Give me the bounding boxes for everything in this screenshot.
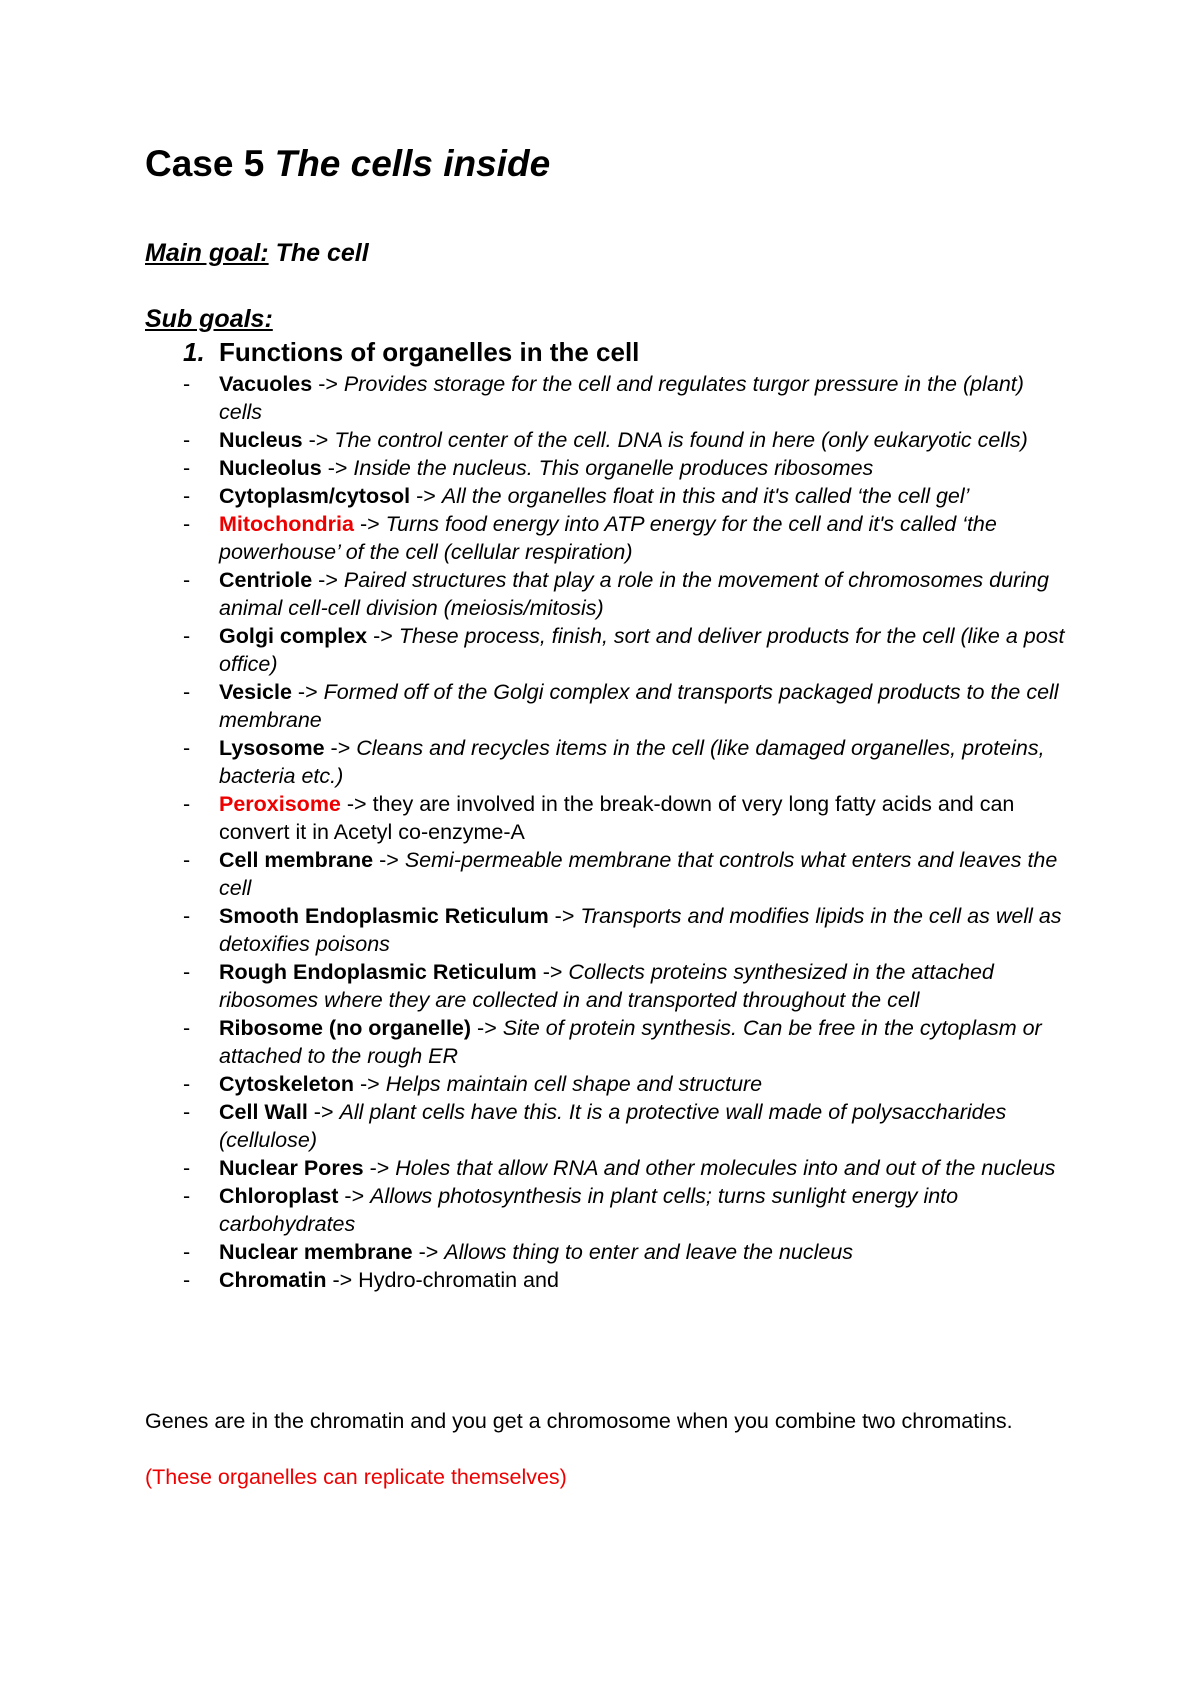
- list-dash: -: [183, 848, 191, 872]
- list-item: [183, 958, 1065, 1014]
- list-item: [183, 1070, 1065, 1098]
- list-dash: -: [183, 1268, 191, 1292]
- arrow-separator: ->: [312, 568, 344, 592]
- arrow-separator: ->: [536, 960, 569, 984]
- arrow-separator: ->: [307, 1100, 340, 1124]
- list-item: [183, 902, 1065, 958]
- section-number: 1.: [183, 337, 205, 367]
- organelle-description: Formed off of the Golgi complex and transports packaged products to the cell membrane: [219, 680, 1059, 732]
- arrow-separator: ->: [302, 428, 335, 452]
- organelle-term: Nucleolus: [219, 456, 322, 480]
- list-dash: -: [183, 428, 191, 452]
- organelle-term: Centriole: [219, 568, 313, 592]
- list-item: [183, 678, 1065, 734]
- organelle-description: Holes that allow RNA and other molecules into and out of the nucleus: [395, 1156, 1056, 1180]
- organelle-term: Ribosome (no organelle): [219, 1016, 472, 1040]
- organelle-term: Peroxisome: [219, 792, 341, 816]
- arrow-separator: ->: [353, 512, 386, 536]
- list-dash: -: [183, 1184, 191, 1208]
- arrow-separator: ->: [367, 624, 399, 648]
- list-dash: -: [183, 904, 191, 928]
- list-dash: -: [183, 792, 191, 816]
- organelle-term: Vesicle: [219, 680, 292, 704]
- organelle-term: Smooth Endoplasmic Reticulum: [219, 904, 549, 928]
- list-dash: -: [183, 484, 191, 508]
- organelle-term: Cell Wall: [219, 1100, 308, 1124]
- list-dash: -: [183, 736, 191, 760]
- main-goal-value: The cell: [275, 239, 369, 267]
- organelle-term: Rough Endoplasmic Reticulum: [219, 960, 537, 984]
- list-dash: -: [183, 960, 191, 984]
- arrow-separator: ->: [340, 792, 373, 816]
- list-item: [183, 426, 1065, 454]
- list-item: [183, 1238, 1065, 1266]
- list-dash: -: [183, 1072, 191, 1096]
- section-heading-text: Functions of organelles in the cell: [219, 337, 640, 367]
- arrow-separator: ->: [312, 372, 344, 396]
- organelle-description: Paired structures that play a role in the movement of chromosomes during animal cell-cell division (meiosis/mitosis): [219, 568, 1049, 620]
- list-item: [183, 846, 1065, 902]
- organelle-description: Provides storage for the cell and regulates turgor pressure in the (plant) cells: [219, 372, 1024, 424]
- list-item: [183, 622, 1065, 678]
- organelle-term: Nuclear Pores: [219, 1156, 364, 1180]
- list-item: [183, 482, 1065, 510]
- organelle-description: Transports and modifies lipids in the cell as well as detoxifies poisons: [219, 904, 1062, 956]
- main-goal-label: Main goal:: [145, 239, 269, 267]
- list-dash: -: [183, 680, 191, 704]
- organelle-description: Collects proteins synthesized in the attached ribosomes where they are collected in and transported throughout the cell: [219, 960, 994, 1012]
- list-dash: -: [183, 568, 191, 592]
- list-dash: -: [183, 512, 191, 536]
- organelle-description: Cleans and recycles items in the cell (like damaged organelles, proteins, bacteria etc.): [219, 736, 1045, 788]
- organelle-term: Nucleus: [219, 428, 303, 452]
- organelle-description: All plant cells have this. It is a protective wall made of polysaccharides (cellulose): [219, 1100, 1007, 1152]
- closing-note: (These organelles can replicate themselves): [145, 1465, 567, 1489]
- main-goal: [145, 238, 369, 268]
- closing-text: Genes are in the chromatin and you get a chromosome when you combine two chromatins.: [145, 1409, 1013, 1433]
- list-dash: -: [183, 624, 191, 648]
- arrow-separator: ->: [471, 1016, 503, 1040]
- list-dash: -: [183, 1156, 191, 1180]
- organelle-term: Vacuoles: [219, 372, 313, 396]
- organelle-term: Lysosome: [219, 736, 325, 760]
- arrow-separator: ->: [326, 1268, 359, 1292]
- organelle-list: [183, 370, 1065, 1294]
- arrow-separator: ->: [321, 456, 354, 480]
- arrow-separator: ->: [291, 680, 324, 704]
- list-item: [183, 790, 1065, 846]
- organelle-description: Helps maintain cell shape and structure: [385, 1072, 763, 1096]
- arrow-separator: ->: [412, 1240, 445, 1264]
- organelle-term: Chromatin: [219, 1268, 327, 1292]
- list-item: [183, 734, 1065, 790]
- document-title: [145, 142, 550, 186]
- list-item: [183, 566, 1065, 622]
- list-item: [183, 1266, 1065, 1294]
- organelle-description: Inside the nucleus. This organelle produces ribosomes: [353, 456, 874, 480]
- arrow-separator: ->: [324, 736, 357, 760]
- organelle-term: Mitochondria: [219, 512, 354, 536]
- organelle-term: Cell membrane: [219, 848, 374, 872]
- organelle-description: Site of protein synthesis. Can be free in the cytoplasm or attached to the rough ER: [219, 1016, 1042, 1068]
- arrow-separator: ->: [354, 1072, 386, 1096]
- organelle-description: Turns food energy into ATP energy for the cell and it's called ‘the powerhouse’ of the cell (cellular respiration): [219, 512, 997, 564]
- arrow-separator: ->: [338, 1184, 371, 1208]
- organelle-term: Golgi complex: [219, 624, 368, 648]
- organelle-term: Cytoskeleton: [219, 1072, 355, 1096]
- organelle-term: Cytoplasm/cytosol: [219, 484, 411, 508]
- list-item: [183, 454, 1065, 482]
- list-dash: -: [183, 1240, 191, 1264]
- organelle-description: Allows thing to enter and leave the nucleus: [444, 1240, 854, 1264]
- arrow-separator: ->: [373, 848, 405, 872]
- organelle-description: The control center of the cell. DNA is found in here (only eukaryotic cells): [334, 428, 1028, 452]
- list-item: [183, 370, 1065, 426]
- list-dash: -: [183, 456, 191, 480]
- organelle-description: Allows photosynthesis in plant cells; turns sunlight energy into carbohydrates: [219, 1184, 959, 1236]
- organelle-term: Nuclear membrane: [219, 1240, 413, 1264]
- list-item: [183, 1154, 1065, 1182]
- arrow-separator: ->: [410, 484, 442, 508]
- organelle-description: Semi-permeable membrane that controls what enters and leaves the cell: [219, 848, 1058, 900]
- sub-goals-label: Sub goals:: [145, 305, 273, 333]
- arrow-separator: ->: [548, 904, 581, 928]
- organelle-description: These process, finish, sort and deliver products for the cell (like a post office): [219, 624, 1065, 676]
- title-italic: The cells inside: [274, 143, 551, 184]
- arrow-separator: ->: [363, 1156, 396, 1180]
- organelle-term: Chloroplast: [219, 1184, 339, 1208]
- list-item: [183, 1014, 1065, 1070]
- list-item: [183, 1182, 1065, 1238]
- title-prefix: Case 5: [145, 143, 265, 184]
- organelle-description: All the organelles float in this and it's called ‘the cell gel’: [441, 484, 970, 508]
- organelle-description: they are involved in the break-down of very long fatty acids and can convert it in Acetyl co-enzyme-A: [219, 792, 1015, 844]
- list-item: [183, 1098, 1065, 1154]
- list-dash: -: [183, 1100, 191, 1124]
- list-dash: -: [183, 372, 191, 396]
- section-heading: [183, 336, 639, 368]
- organelle-description: Hydro-chromatin and: [358, 1268, 559, 1292]
- list-item: [183, 510, 1065, 566]
- list-dash: -: [183, 1016, 191, 1040]
